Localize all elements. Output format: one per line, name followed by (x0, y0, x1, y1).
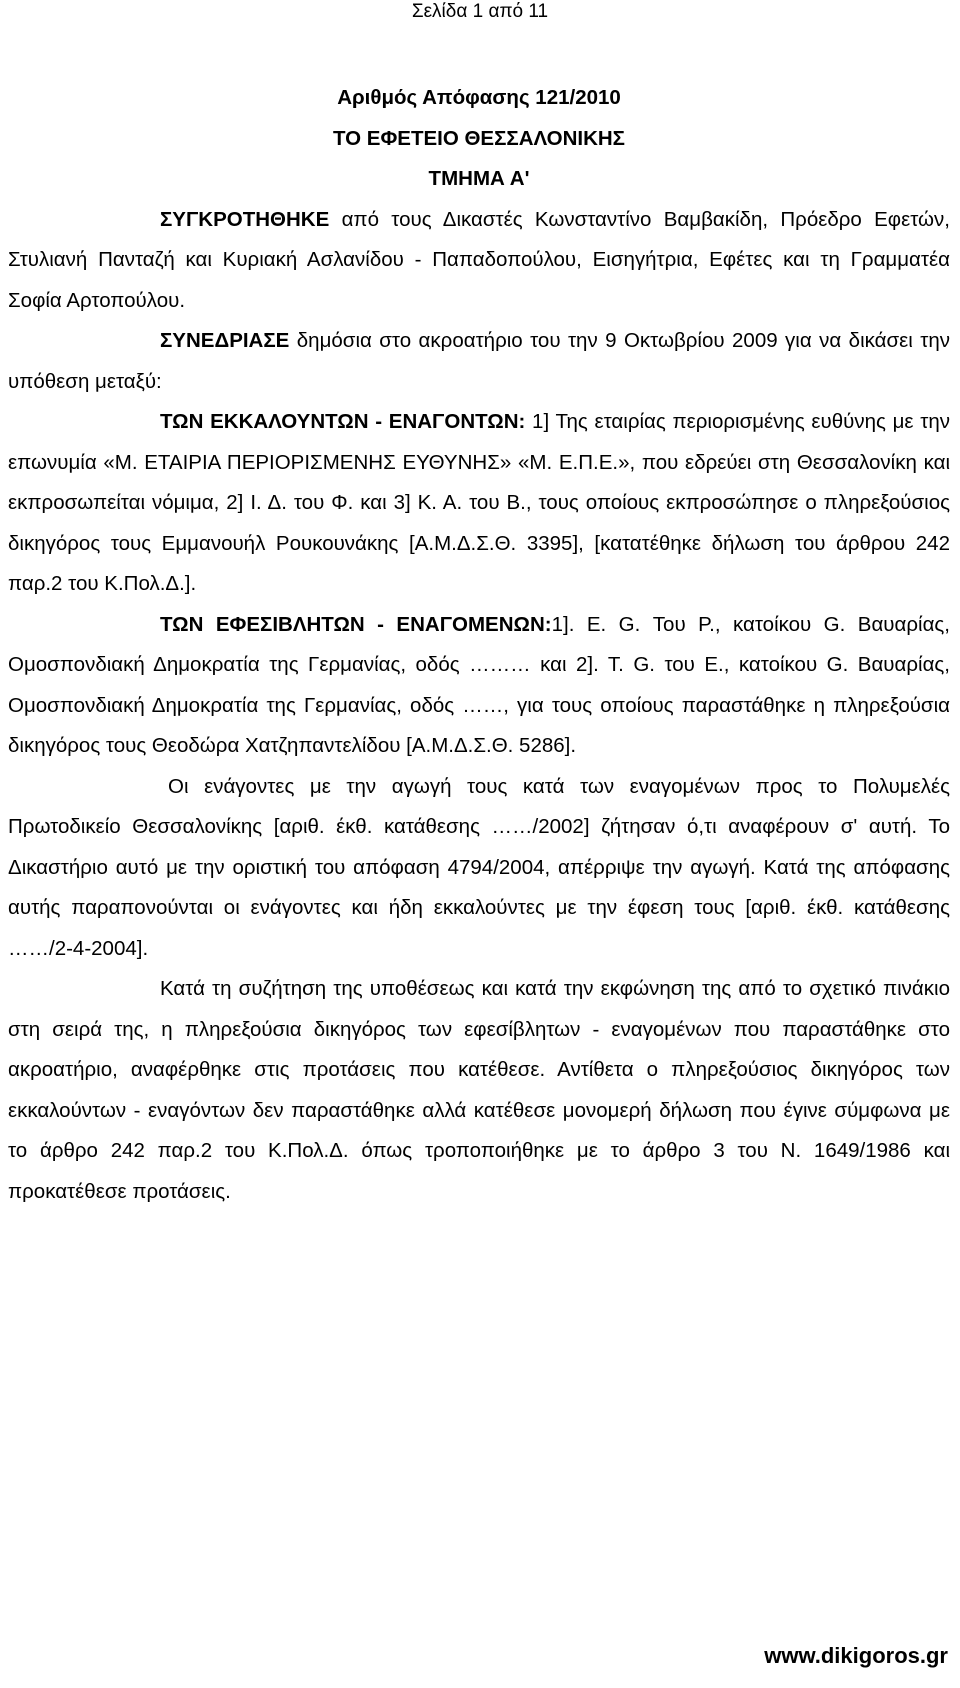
footer-website: www.dikigoros.gr (764, 1643, 948, 1668)
session-paragraph (8, 321, 950, 402)
document-body (8, 78, 950, 1212)
session-text: δημόσια στο ακροατήριο του την 9 Οκτωβρίου 2009 για να δικάσει την υπόθεση μεταξύ: (8, 329, 950, 393)
page-number: Σελίδα 1 από 11 (411, 1, 549, 22)
appellants-heading: ΤΩΝ ΕΚΚΑΛΟΥΝΤΩΝ - ΕΝΑΓΟΝΤΩΝ: (160, 410, 526, 433)
claim-paragraph: Οι ενάγοντες με την αγωγή τους κατά των εναγομένων προς το Πολυμελές Πρωτοδικείο Θεσσαλονίκης [αριθ. έκθ. κατάθεσης ……/2002] ζήτησαν ό,τι αναφέρουν σ' αυτή. Το Δικαστήριο αυτό με την οριστική του απόφαση 4794/2004, απέρριψε την αγωγή. Κατά της απόφασης αυτής παραπονούνται οι ενάγοντες και ήδη εκκαλούντες με την έφεση τους [αριθ. έκθ. κατάθεσης ……/2-4-2004]. (8, 774, 950, 960)
composition-paragraph (8, 200, 950, 322)
composition-text: από τους Δικαστές Κωνσταντίνο Βαμβακίδη, Πρόεδρο Εφετών, Στυλιανή Πανταζή και Κυριακή Ασλανίδου - Παπαδοπούλου, Εισηγήτρια, Εφέτες και τη Γραμματέα Σοφία Αρτοπούλου. (8, 207, 950, 312)
session-heading: ΣΥΝΕΔΡΙΑΣΕ (160, 329, 290, 352)
decision-number: Αριθμός Απόφασης 121/2010 (337, 86, 621, 109)
appellants-paragraph (8, 402, 950, 605)
respondents-heading: ΤΩΝ ΕΦΕΣΙΒΛΗΤΩΝ - ΕΝΑΓΟΜΕΝΩΝ: (160, 612, 552, 636)
court-name: ΤΟ ΕΦΕΤΕΙΟ ΘΕΣΣΑΛΟΝΙΚΗΣ (332, 126, 625, 150)
hearing-paragraph: Κατά τη συζήτηση της υποθέσεως και κατά την εκφώνηση της από το σχετικό πινάκιο στη σειρά της, η πληρεξούσια δικηγόρος των εφεσίβλητων - εναγομένων που παραστάθηκε στο ακροατήριο, αναφέρθηκε στις προτάσεις που κατέθεσε. Αντίθετα ο πληρεξούσιος δικηγόρος των εκκαλούντων - εναγόντων δεν παραστάθηκε αλλά κατέθεσε μονομερή δήλωση που έγινε σύμφωνα με το άρθρο 242 παρ.2 του Κ.Πολ.Δ. όπως τροποποιήθηκε με το άρθρο 3 του Ν. 1649/1986 και προκατέθεσε προτάσεις. (8, 977, 950, 1203)
respondents-text: 1]. Ε. G. Του Ρ., κατοίκου G. Βαυαρίας, Ομοσπονδιακή Δημοκρατία της Γερμανίας, οδός ……… και 2]. Τ. G. του Ε., κατοίκου G. Βαυαρίας, Ομοσπονδιακή Δημοκρατία της Γερμανίας, οδός ……, για τους οποίους παραστάθηκε η πληρεξούσια δικηγόρος τους Θεοδώρα Χατζηπαντελίδου [Α.Μ.Δ.Σ.Θ. 5286]. (8, 612, 951, 757)
appellants-text: 1] Της εταιρίας περιορισμένης ευθύνης με την επωνυμία «Μ. ΕΤΑΙΡΙΑ ΠΕΡΙΟΡΙΣΜΕΝΗΣ ΕΥΘΥΝΗΣ» «Μ. Ε.Π.Ε.», που εδρεύει στη Θεσσαλονίκη και εκπροσωπείται νόμιμα, 2] Ι. Δ. του Φ. και 3] Κ. Α. του Β., τους οποίους εκπροσώπησε ο πληρεξούσιος δικηγόρος τους Εμμανουήλ Ρουκουνάκης [Α.Μ.Δ.Σ.Θ. 3395], [κατατέθηκε δήλωση του άρθρου 242 παρ.2 του Κ.Πολ.Δ.]. (8, 410, 950, 595)
court-section: ΤΜΗΜΑ Α' (428, 167, 530, 190)
composition-heading: ΣΥΓΚΡΟΤΗΘΗΚΕ (160, 207, 330, 231)
respondents-paragraph (8, 605, 950, 767)
